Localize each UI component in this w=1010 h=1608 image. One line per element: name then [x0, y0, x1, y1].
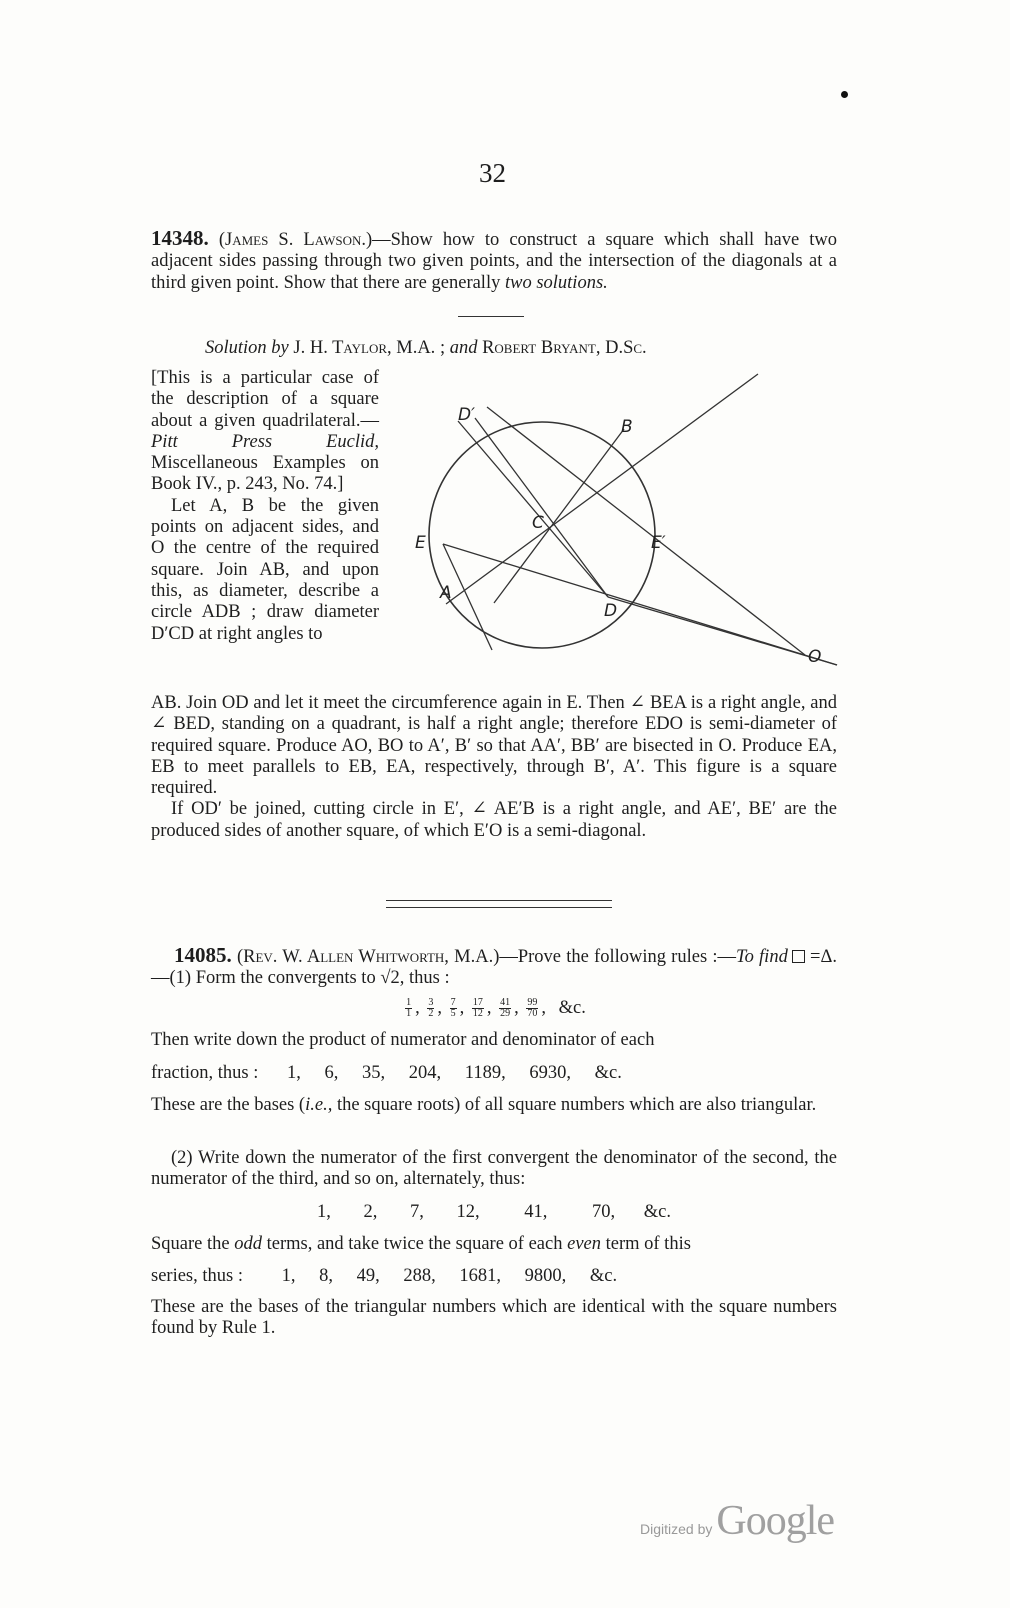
reference-text: [This is a particular case of the description of a square about a given quadrilateral.—: [151, 368, 379, 431]
label-c: C: [532, 513, 544, 533]
geometry-figure: [408, 362, 840, 680]
series-value: 49,: [356, 1266, 380, 1286]
problem-intro: —Prove the following rules :—: [499, 947, 736, 967]
label-a: A: [440, 583, 452, 603]
series-value: &c.: [589, 1266, 618, 1286]
fraction-denominator: 70: [527, 1008, 538, 1020]
problem-number-2: 14085.: [174, 943, 232, 967]
solution-paragraph-cont: AB. Join OD and let it meet the circumference again in E. Then ∠ BEA is a right angle, and ∠ BED, standing on a quadrant, is half a right angle; therefore EDO is semi-diameter of required square. Produce AO, BO to A′, B′ so that AA′, BB′ are bisected in O. Produce EA, EB to meet parallels to EB, EA, respectively, through B′, A′. This figure is a square required.: [151, 693, 837, 799]
series-value: 9800,: [524, 1266, 567, 1286]
square-symbol-icon: [792, 950, 805, 963]
product-value: 35,: [362, 1063, 386, 1083]
problem-author-2: (Rev. W. Allen Whitworth, M.A.): [236, 947, 500, 967]
series-value: 1,: [281, 1266, 296, 1286]
fraction: [450, 998, 457, 1019]
convergents-row: $\frac{1}{1}$ , $\frac{3}{2}$ , $\frac{7}{5}$ , $\frac{17}{12}$ , $\frac{41}{29}$ , $\frac{99}{70}$ , &c.: [406, 997, 586, 1020]
fraction-numerator: 3: [428, 997, 434, 1009]
fraction-denominator: 12: [472, 1008, 483, 1020]
problem-text: —Show how to construct a square which shall have two adjacent sides passing through two given points, and the intersection of the diagonals at a third given point. Show that there are generally: [151, 230, 838, 293]
products-line: [151, 1063, 837, 1084]
line-d-o: [608, 597, 837, 665]
fraction-denominator: 29: [500, 1008, 511, 1020]
label-b: B: [621, 417, 633, 437]
reference-book: Pitt Press Euclid,: [151, 431, 379, 452]
problem-number: 14348.: [151, 226, 209, 250]
short-divider: [458, 316, 524, 317]
label-e: E: [415, 533, 426, 553]
ink-dot: [841, 91, 848, 98]
problem-14348-statement: [151, 228, 837, 294]
digitized-label: Digitized by: [640, 1521, 713, 1537]
final-paragraph: These are the bases of the triangular numbers which are identical with the square numbers found by Rule 1.: [151, 1297, 837, 1339]
alternate-value: 41,: [524, 1202, 548, 1222]
fraction-denominator: 5: [450, 1008, 456, 1020]
fraction: [499, 998, 511, 1019]
alternate-value: 7,: [410, 1202, 424, 1222]
fractions-etc: &c.: [558, 998, 586, 1018]
fraction: [526, 998, 538, 1019]
alternate-value: 70,: [592, 1202, 616, 1222]
line-b-e: [494, 429, 624, 603]
line-d-prime-d: [458, 421, 608, 597]
reference-text-end: Miscellaneous Examples on Book IV., p. 243, No. 74.]: [151, 453, 379, 495]
product-value: 6,: [324, 1063, 339, 1083]
square-text-end: term of this: [601, 1234, 691, 1254]
solution-paragraph-start: Let A, B be the given points on adjacent sides, and O the centre of the required square. Join AB, and upon this, as diameter, describe a circle ADB ; draw diameter D′CD at right angles to: [151, 495, 379, 644]
fraction: [472, 998, 484, 1019]
solution-prefix: Solution by: [205, 338, 289, 358]
square-odd: odd: [234, 1234, 262, 1254]
problem-14085-statement: [151, 945, 837, 990]
label-d-prime: D′: [458, 405, 475, 425]
square-text-mid: terms, and take twice the square of each: [261, 1234, 568, 1254]
label-d: D: [604, 601, 618, 621]
figure-circle: [429, 422, 655, 648]
fraction-denominator: 2: [428, 1008, 434, 1020]
solution-author-1: J. H. Taylor, M.A.: [293, 338, 436, 358]
diameter-d-prime-d: [475, 418, 608, 597]
bases-text-end: the square roots) of all square numbers which are also triangular.: [332, 1095, 817, 1115]
product-value: 6930,: [529, 1063, 571, 1083]
product-value: &c.: [594, 1063, 622, 1083]
series-value: 288,: [403, 1266, 436, 1286]
series-line: [151, 1266, 837, 1287]
fraction-numerator: 41: [500, 997, 511, 1009]
series-label: series, thus :: [151, 1266, 243, 1286]
then-line: Then write down the product of numerator and denominator of each: [151, 1030, 655, 1050]
product-value: 1,: [287, 1063, 301, 1083]
second-square-paragraph: If OD′ be joined, cutting circle in E′, ∠ AE′B is a right angle, and AE′, BE′ are the produced sides of another square, of which E′O is a semi-diagonal.: [151, 799, 837, 841]
fraction: [427, 998, 434, 1019]
double-divider: [386, 900, 612, 908]
alternate-value: 2,: [363, 1202, 378, 1222]
digitized-watermark: [640, 1497, 840, 1545]
fraction-numerator: 99: [527, 997, 538, 1009]
fraction-numerator: 17: [472, 997, 483, 1009]
page-number: 32: [479, 158, 506, 188]
product-value: 1189,: [464, 1063, 506, 1083]
google-logo: Google: [716, 1498, 835, 1544]
problem-author: (James S. Lawson.): [218, 230, 373, 250]
series-value: 8,: [319, 1266, 333, 1286]
problem-intro-end: =Δ.—(1) Form the convergents to √2, thus :: [151, 947, 837, 989]
bases-text: These are the bases (: [151, 1095, 306, 1115]
square-text: Square the: [151, 1234, 235, 1254]
alternate-value: 1,: [317, 1202, 331, 1222]
rule-2-paragraph: (2) Write down the numerator of the first convergent the denominator of the second, the numerator of the third, and so on, alternately, thus:: [151, 1148, 837, 1190]
solution-author-2: Robert Bryant, D.Sc.: [482, 338, 647, 358]
bases-italic: i.e.,: [305, 1095, 333, 1115]
products-label: fraction, thus :: [151, 1063, 259, 1083]
label-e-prime: E′: [651, 533, 666, 553]
fraction-numerator: 7: [450, 997, 456, 1009]
reference-paragraph: [151, 368, 379, 496]
fraction-denominator: 1: [406, 1008, 412, 1020]
problem-intro-italic: To find: [736, 947, 788, 967]
left-column-text: [151, 368, 379, 645]
label-o: O: [808, 647, 822, 667]
series-value: 1681,: [459, 1266, 501, 1286]
fraction-numerator: 1: [406, 997, 412, 1009]
solution-separator: ;: [435, 338, 450, 358]
square-even: even: [567, 1234, 601, 1254]
product-value: 204,: [408, 1063, 442, 1083]
solution-and: and: [449, 338, 478, 358]
alternate-value: &c.: [643, 1202, 671, 1222]
alternate-value: 12,: [456, 1202, 480, 1222]
alternates-row: [151, 1202, 837, 1223]
bases-paragraph: [151, 1095, 837, 1116]
line-a-b: [446, 374, 758, 604]
square-terms-line: [151, 1234, 837, 1255]
problem-text-italic: two solutions.: [504, 272, 608, 293]
fraction: [405, 998, 412, 1019]
solution-continued: [151, 693, 837, 842]
solution-heading: [205, 338, 647, 359]
